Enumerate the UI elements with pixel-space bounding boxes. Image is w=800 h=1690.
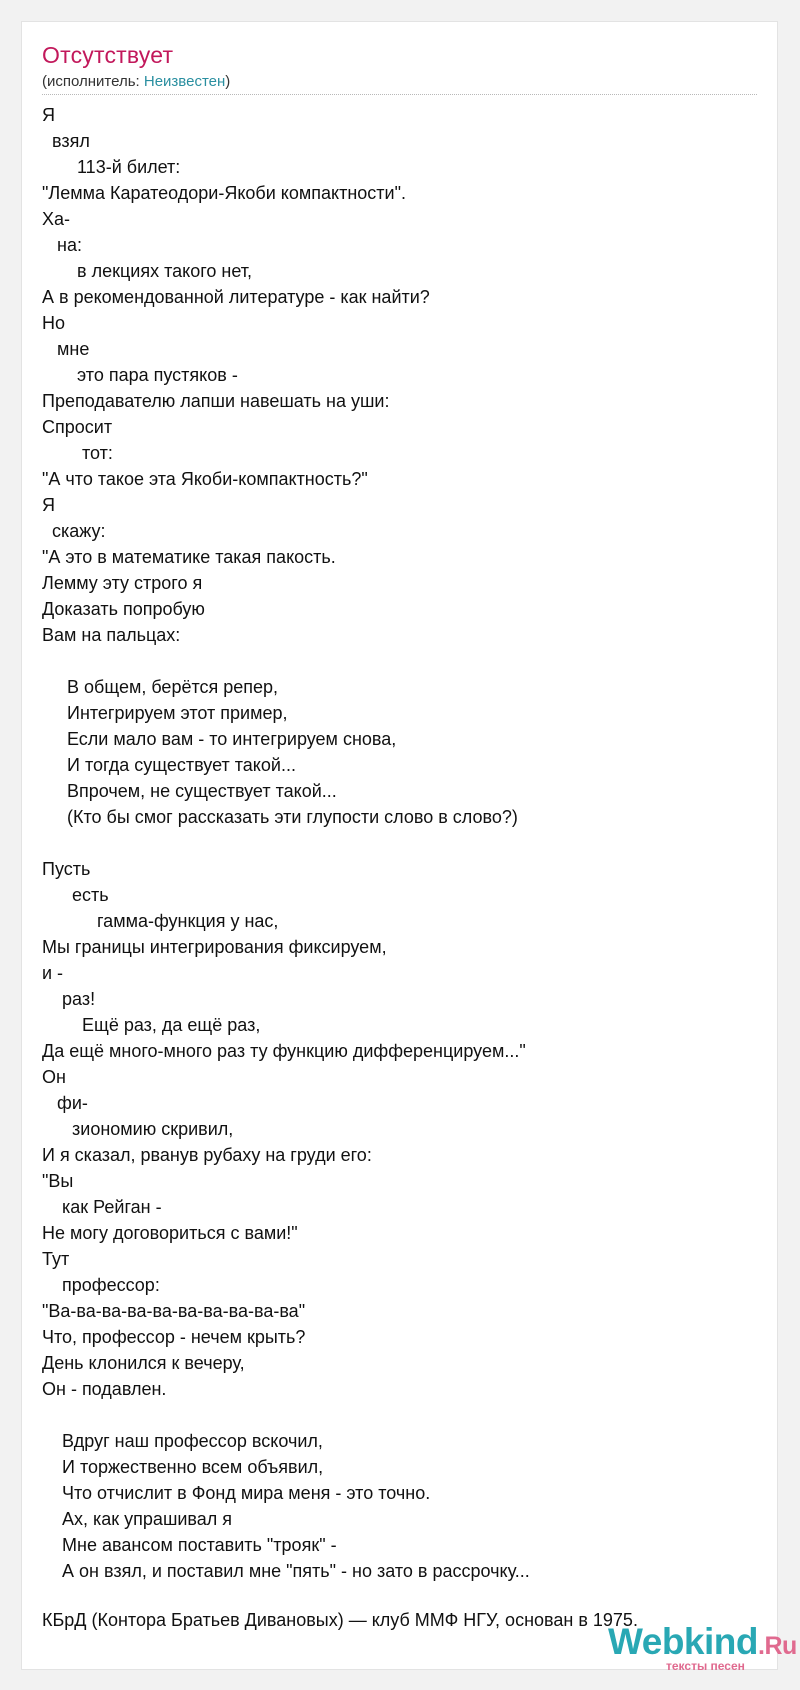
lyric-line: Да ещё много-много раз ту функцию дифференцируем..." (42, 1041, 526, 1061)
lyric-line: Если мало вам - то интегрируем снова, (42, 729, 397, 749)
lyric-line: зиономию скривил, (42, 1119, 234, 1139)
lyric-line: И тогда существует такой... (42, 755, 296, 775)
lyric-line: взял (42, 131, 90, 151)
stanza-gap (42, 1402, 757, 1428)
lyrics-body (42, 102, 757, 1584)
lyric-line: Спросит (42, 417, 113, 437)
lyric-line: Впрочем, не существует такой... (42, 781, 337, 801)
lyric-line: "Вы (42, 1171, 74, 1191)
lyric-line: Вдруг наш профессор вскочил, (42, 1431, 323, 1451)
artist-suffix: ) (225, 73, 231, 90)
lyric-line: Мы границы интегрирования фиксируем, (42, 937, 387, 957)
lyric-line: профессор: (42, 1275, 160, 1295)
stanza-gap (42, 648, 757, 674)
stanza-gap (42, 830, 757, 856)
lyric-line: Доказать попробую (42, 599, 205, 619)
lyric-line: Я (42, 495, 55, 515)
lyric-line: Я (42, 105, 55, 125)
logo-name: Webkind (608, 1621, 758, 1662)
lyric-line: "Ва-ва-ва-ва-ва-ва-ва-ва-ва-ва" (42, 1301, 306, 1321)
lyric-line: Лемму эту строго я (42, 573, 203, 593)
lyric-line: 113-й билет: (42, 157, 181, 177)
lyric-line: есть (42, 885, 109, 905)
lyric-line: Он - подавлен. (42, 1379, 167, 1399)
lyric-line: Преподавателю лапши навешать на уши: (42, 391, 390, 411)
lyric-line: как Рейган - (42, 1197, 162, 1217)
site-logo[interactable] (584, 1621, 797, 1673)
lyric-line: фи- (42, 1093, 88, 1113)
content-card (21, 21, 797, 1673)
footer-note: КБрД (Контора Братьев Дивановых) — клуб ММФ НГУ, основан в 1975. (42, 1610, 638, 1630)
lyric-line: тот: (42, 443, 113, 463)
artist-link[interactable]: Неизвестен (143, 73, 226, 90)
lyric-line: И торжественно всем объявил, (42, 1457, 324, 1477)
lyric-line: Он (42, 1067, 66, 1087)
lyric-line: Вам на пальцах: (42, 625, 181, 645)
artist-line (42, 73, 230, 90)
lyric-line: Тут (42, 1249, 70, 1269)
lyric-line: День клонился к вечеру, (42, 1353, 245, 1373)
lyric-line: Не могу договориться с вами!" (42, 1223, 298, 1243)
lyric-line: В общем, берётся репер, (42, 677, 279, 697)
lyric-line: в лекциях такого нет, (42, 261, 252, 281)
lyric-line: мне (42, 339, 90, 359)
lyric-line: на: (42, 235, 82, 255)
lyric-line: "А это в математике такая пакость. (42, 547, 336, 567)
lyric-line: это пара пустяков - (42, 365, 238, 385)
lyric-line: А он взял, и поставил мне "пять" - но зато в рассрочку... (42, 1561, 530, 1581)
dotted-divider (42, 94, 757, 95)
logo-domain: .Ru (758, 1632, 797, 1660)
lyric-line: Но (42, 313, 66, 333)
lyric-line: гамма-функция у нас, (42, 911, 279, 931)
lyric-line: "Лемма Каратеодори-Якоби компактности". (42, 183, 406, 203)
lyric-line: Пусть (42, 859, 91, 879)
lyric-line: Ещё раз, да ещё раз, (42, 1015, 261, 1035)
lyric-line: Что отчислит в Фонд мира меня - это точно. (42, 1483, 431, 1503)
lyric-line: А в рекомендованной литературе - как найти? (42, 287, 430, 307)
lyric-line: Что, профессор - нечем крыть? (42, 1327, 306, 1347)
lyric-line: "А что такое эта Якоби-компактность?" (42, 469, 368, 489)
lyric-line: Мне авансом поставить "трояк" - (42, 1535, 337, 1555)
lyric-line: И я сказал, рванув рубаху на груди его: (42, 1145, 372, 1165)
lyric-line: Интегрируем этот пример, (42, 703, 288, 723)
artist-prefix: (исполнитель: (42, 73, 144, 90)
lyric-line: Ах, как упрашивал я (42, 1509, 233, 1529)
logo-tagline: тексты песен (666, 1659, 745, 1673)
lyric-line: и - (42, 963, 64, 983)
lyric-line: скажу: (42, 521, 106, 541)
song-title: Отсутствует (42, 42, 174, 68)
lyric-line: раз! (42, 989, 96, 1009)
lyric-line: Ха- (42, 209, 71, 229)
lyric-line: (Кто бы смог рассказать эти глупости слово в слово?) (42, 807, 518, 827)
